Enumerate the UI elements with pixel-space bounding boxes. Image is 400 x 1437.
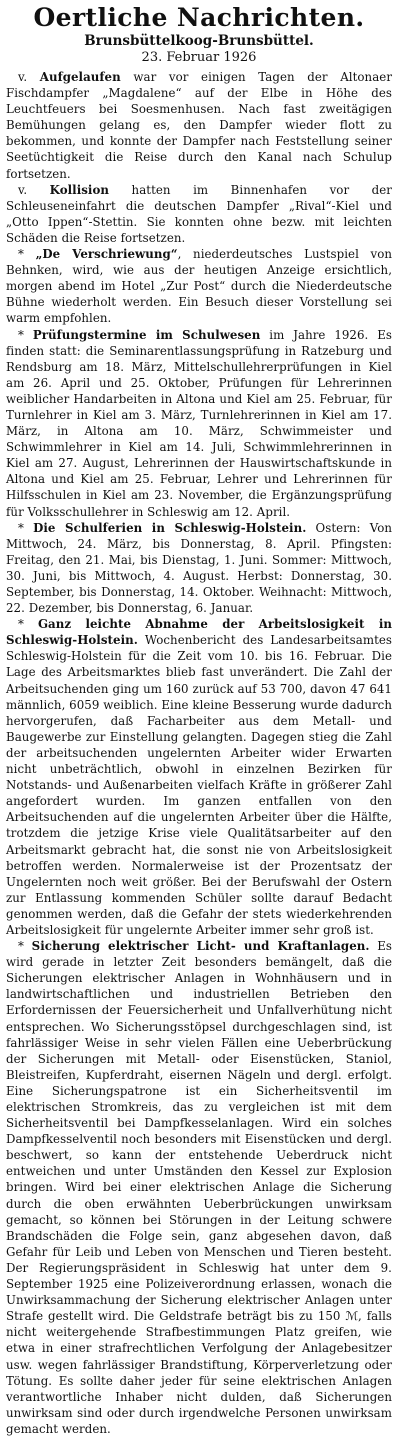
article-prefix: *: [18, 520, 34, 535]
article-sicherung: [6, 938, 392, 1437]
article-prefix: *: [18, 617, 38, 632]
article-headline: „De Verschriewung“: [35, 247, 178, 262]
article-body: Ostern: Von Mittwoch, 24. März, bis Donnerstag, 8. April. Pfingsten: Freitag, den 21. Mai, bis Dienstag, 1. Juni. Sommer: Mittwoch, 30. Juni, bis Mittwoch, 4. August. Herbst: Donnerstag, 30. September, bis Donnerstag, 14. Oktober. Weihnacht: Mittwoch, 22. Dezember, bis Donnerstag, 6. Januar.: [6, 520, 393, 616]
article-body: war vor einigen Tagen der Altonaer Fischdampfer „Magdalene“ auf der Elbe in Höhe des Leuchtfeuers bei Soesmenhusen. Nach fast zweitägigen Bemühungen gelang es, den Dampfer wieder flott zu bekommen, und konnte der Dampfer nach Feststellung seiner Seetüchtigkeit die Reise durch den Kanal nach Schulup fortsetzen.: [6, 70, 393, 181]
article-prefix: *: [18, 327, 33, 342]
article-body: Es wird gerade in letzter Zeit besonders bemängelt, daß die Sicherungen elektrischer Anlagen in Wohnhäusern und in landwirtschaftlichen und industriellen Betrieben den Erfordernissen der Feuersicherheit und Unfallverhütung nicht entsprechen. Wo Sicherungsstöpsel durchgeschlagen sind, ist fahrlässiger Weise in sehr vielen Fällen eine Ueberbrückung der Sicherungen mit Metall- oder Eisenstücken, Staniol, Bleistreifen, Kupferdraht, eisernen Nägeln und dergl. erfolgt. Eine Sicherungspatrone ist ein Sicherheitsventil im elektrischen Stromkreis, das zu vergleichen ist mit dem Sicherheitsventil bei Dampfkesselanlagen. Wird ein solches Dampfkesselventil noch besonders mit Eisenstücken und dergl. beschwert, so kann der entstehende Ueberdruck nicht entweichen und unter Umständen den Kessel zur Explosion bringen. Wird bei einer elektrischen Anlage die Sicherung durch die oben erwähnten Ueberbrückungen unwirksam gemacht, so können bei Störungen in der Leitung schwere Brandschäden die Folge sein, ganz abgesehen davon, daß Gefahr für Leib und Leben von Menschen und Tieren besteht. Der Regierungspräsident in Schleswig hat unter dem 9. September 1925 eine Polizeiverordnung erlassen, wonach die Unwirksammachung der Sicherung elektrischer Anlagen unter Strafe gestellt wird. Die Geldstrafe beträgt bis zu 150 ℳ, falls nicht weitergehende Strafbestimmungen Platz greifen, wie etwa in einer strafrechtlichen Verfolgung der Anlagebesitzer usw. wegen fahrlässiger Brandstiftung, Körperverletzung oder Tötung. Es sollte daher jeder für seine elektrischen Anlagen verantwortliche Inhaber nicht dulden, daß Sicherungen unwirksam sind oder durch irgendwelche Personen unwirksam gemacht werden.: [6, 939, 392, 1436]
article-arbeitslosigkeit: [6, 616, 392, 938]
article-headline: Die Schulferien in Schleswig-Holstein.: [33, 520, 307, 535]
article-headline: Sicherung elektrischer Licht- und Kraftanlagen.: [31, 939, 370, 954]
section-subhead: Brunsbüttelkoog-Brunsbüttel.: [84, 33, 314, 49]
article-body: , niederdeutsches Lustspiel von Behnken, wird, wie aus der heutigen Anzeige ersichtlich, morgen abend im Hotel „Zur Post“ durch die Niederdeutsche Bühne wiederholt werden. Ein Besuch dieser Vorstellung sei warm empfohlen.: [6, 247, 393, 326]
article-kollision: [6, 182, 392, 246]
article-headline: Ganz leichte Abnahme der Arbeitslosigkeit in Schleswig-Holstein.: [6, 617, 393, 648]
article-prefix: *: [18, 939, 32, 954]
article-body: Wochenbericht des Landesarbeitsamtes Schleswig-Holstein für die Zeit vom 10. bis 16. Februar. Die Lage des Arbeitsmarktes blieb fast unverändert. Die Zahl der Arbeitsuchenden ging um 160 zurück auf 53 700, davon 47 641 männlich, 6059 weiblich. Eine kleine Besserung wurde dadurch hervorgerufen, daß Facharbeiter aus dem Metall- und Baugewerbe zur Einstellung gelangten. Dagegen stieg die Zahl der arbeitsuchenden ungelernten Arbeiter wider Erwarten nicht unbeträchtlich, obwohl in einzelnen Bezirken für Notstands- und Außenarbeiten vielfach Kräfte in größerer Zahl angefordert wurden. Im ganzen entfallen von den Arbeitsuchenden auf die ungelernten Arbeiter über die Hälfte, trotzdem die jetzige Krise viele Qualitätsarbeiter auf den Arbeitsmarkt gebracht hat, die sonst nie von Arbeitslosigkeit betroffen werden. Normalerweise ist der Prozentsatz der Ungelernten noch weit größer. Bei der Berufswahl der Ostern zur Entlassung kommenden Schüler sollte darauf Bedacht genommen werden, daß die Gefahr der stets wiederkehrenden Arbeitslosigkeit für ungelernte Arbeiter immer sehr groß ist.: [6, 633, 392, 937]
article-body: im Jahre 1926. Es finden statt: die Seminarentlassungsprüfung in Ratzeburg und Rendsburg am 18. März, Mittelschullehrerprüfungen in Kiel am 26. April und 25. Oktober, Prüfungen für Lehrerinnen weiblicher Handarbeiten in Altona und Kiel am 25. Februar, für Turnlehrer in Kiel am 3. März, Turnlehrerinnen in Kiel am 17. März, in Altona am 10. März, Schwimmeister und Schwimmlehrer in Kiel am 14. Juli, Schwimmlehrerinnen in Kiel am 27. August, Lehrerinnen der Hauswirtschaftskunde in Altona und Kiel am 25. Februar, Lehrer und Lehrerinnen für Hilfsschulen in Kiel am 23. November, die Ergänzungsprüfung für Volksschullehrer in Schleswig am 12. April.: [6, 327, 392, 519]
article-body: hatten im Binnenhafen vor der Schleuseneinfahrt die deutschen Dampfer „Rival“-Kiel und „Otto Ippen“-Stettin. Sie konnten ohne bezw. mit leichten Schäden die Reise fortsetzen.: [6, 182, 392, 245]
article-schulferien: [6, 520, 392, 617]
dateline: 23. Februar 1926: [141, 50, 257, 65]
article-verschriewung: [6, 246, 392, 326]
section-masthead: Oertliche Nachrichten.: [33, 3, 365, 32]
article-aufgelaufen: [6, 69, 392, 182]
article-headline: Prüfungstermine im Schulwesen: [32, 327, 261, 342]
article-headline: Kollision: [49, 182, 109, 197]
article-prefix: *: [18, 247, 36, 262]
article-prefix: v.: [18, 70, 40, 84]
article-prefix: v.: [18, 182, 50, 197]
article-headline: Aufgelaufen: [39, 70, 121, 84]
article-pruefungstermine: [6, 327, 392, 520]
